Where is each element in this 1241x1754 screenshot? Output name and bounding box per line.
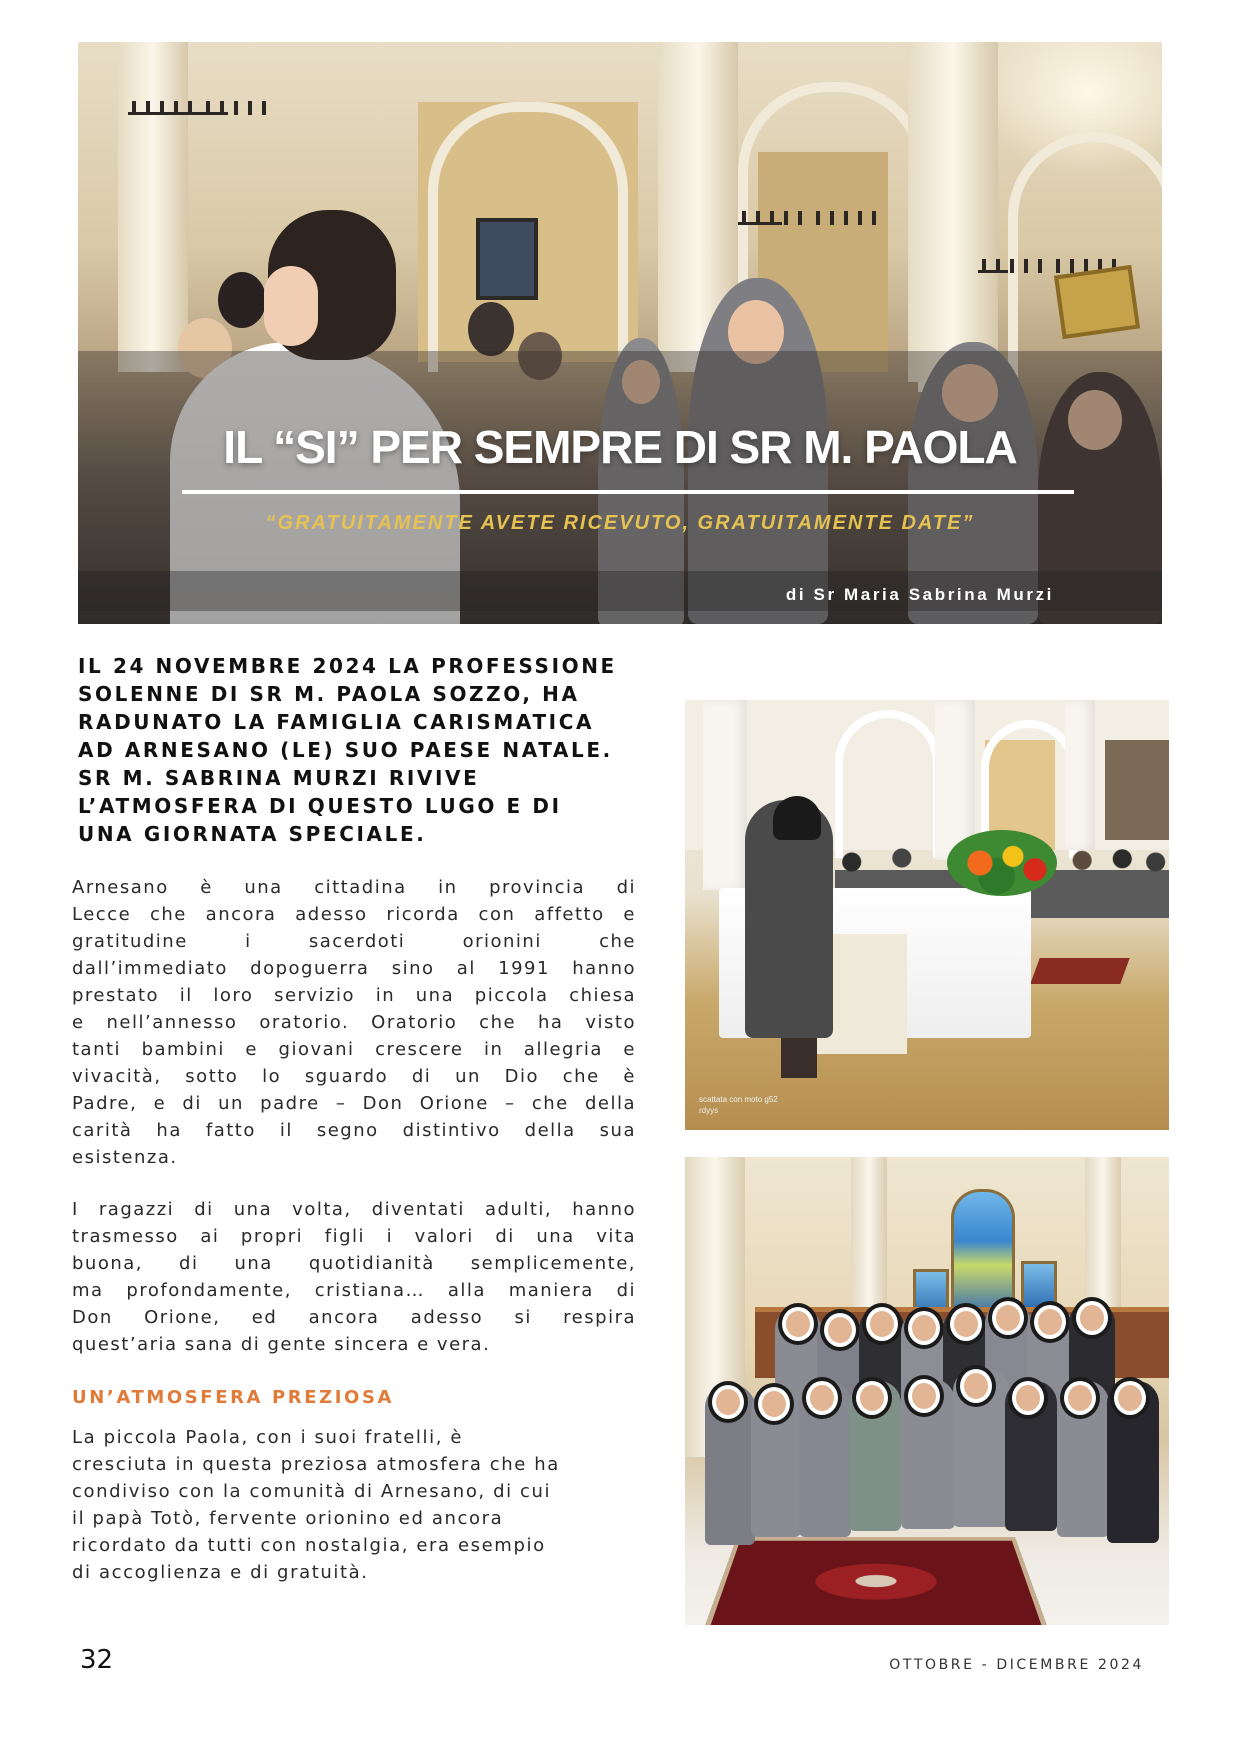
- paragraph-line: La piccola Paola, con i suoi fratelli, è: [72, 1427, 464, 1448]
- paragraph-line: carità ha fatto il segno distintivo della sua: [72, 1120, 636, 1141]
- sister-figure: [1005, 1381, 1057, 1531]
- photo-group-of-sisters: [685, 1157, 1169, 1625]
- paragraph-line: il papà Totò, fervente orionino ed ancora: [72, 1508, 504, 1529]
- sister-figure: [751, 1387, 801, 1537]
- paragraph-line: ricordato da tutti con nostalgia, era esempio: [72, 1535, 546, 1556]
- sisters-front-row: [705, 1385, 1155, 1555]
- church-pillar: [703, 700, 747, 890]
- church-pillar: [118, 42, 188, 372]
- crowd-person: [218, 272, 266, 328]
- photo-signing-at-altar: [685, 700, 1169, 1130]
- body-paragraph-2: [72, 1196, 636, 1358]
- watermark-line: scattata con moto g52: [699, 1095, 778, 1104]
- article-title: IL “SI” PER SEMPRE DI SR M. PAOLA: [223, 421, 1017, 473]
- page-number: 32: [80, 1645, 114, 1675]
- chandelier-icon: [738, 222, 782, 269]
- organ: [1105, 740, 1169, 840]
- sister-figure: [953, 1369, 1009, 1527]
- lead-line: SOLENNE DI SR M. PAOLA SOZZO, HA: [78, 682, 580, 706]
- red-carpet: [1030, 958, 1129, 984]
- sister-veil: [773, 796, 821, 840]
- paragraph-line: condiviso con la comunità di Arnesano, di cui: [72, 1481, 552, 1502]
- paragraph-line: Padre, e di un padre – Don Orione – che della: [72, 1093, 636, 1114]
- watermark-line: rdyys: [699, 1106, 719, 1115]
- sister-figure: [1057, 1381, 1109, 1537]
- paragraph-line: Arnesano è una cittadina in provincia di: [72, 877, 636, 898]
- paragraph-line: e nell’annesso oratorio. Oratorio che ha visto: [72, 1012, 636, 1033]
- section-heading: UN’ATMOSFERA PREZIOSA: [72, 1387, 395, 1408]
- paragraph-line: cresciuta in questa preziosa atmosfera che ha: [72, 1454, 560, 1475]
- paragraph-line: buona, di una quotidianità semplicemente,: [72, 1253, 636, 1274]
- title-divider: [182, 490, 1074, 494]
- sister-figure: [849, 1381, 901, 1531]
- paragraph-line: quest’aria sana di gente sincera e vera.: [72, 1334, 491, 1355]
- stained-glass-panel: [1021, 1261, 1057, 1311]
- church-pillar: [908, 42, 998, 382]
- lead-line: L’ATMOSFERA DI QUESTO LUGO E DI: [78, 794, 562, 818]
- chandelier-icon: [128, 112, 228, 159]
- lead-line: UNA GIORNATA SPECIALE.: [78, 822, 427, 846]
- gospel-book: [1054, 265, 1140, 339]
- paragraph-line: esistenza.: [72, 1147, 178, 1168]
- lead-line: SR M. SABRINA MURZI RIVIVE: [78, 766, 480, 790]
- issue-date: OTTOBRE - DICEMBRE 2024: [889, 1657, 1144, 1673]
- paragraph-line: ma profondamente, cristiana… alla maniera di: [72, 1280, 636, 1301]
- crowd-person: [468, 302, 514, 356]
- hero-photo: [78, 42, 1162, 624]
- paragraph-line: Don Orione, ed ancora adesso si respira: [72, 1307, 636, 1328]
- sister-figure: [799, 1381, 851, 1537]
- church-painting: [476, 218, 538, 300]
- sister-figure: [705, 1385, 755, 1545]
- lead-line: IL 24 NOVEMBRE 2024 LA PROFESSIONE: [78, 654, 617, 678]
- paragraph-line: prestato il loro servizio in una piccola chiesa: [72, 985, 636, 1006]
- paragraph-line: Lecce che ancora adesso ricorda con affetto e: [72, 904, 636, 925]
- article-lead: [78, 652, 638, 848]
- sister-figure: [1107, 1381, 1159, 1543]
- article-byline: di Sr Maria Sabrina Murzi: [785, 585, 1054, 604]
- body-paragraph-3: [72, 1424, 636, 1586]
- stained-glass-window: [951, 1189, 1015, 1317]
- chandelier-icon: [978, 270, 1008, 317]
- paragraph-line: I ragazzi di una volta, diventati adulti, hanno: [72, 1199, 636, 1220]
- paragraph-line: vivacità, sotto lo sguardo di un Dio che è: [72, 1066, 636, 1087]
- church-pillar: [1065, 700, 1095, 850]
- sister-legs: [781, 1038, 817, 1078]
- article-subtitle: “GRATUITAMENTE AVETE RICEVUTO, GRATUITAMENTE DATE”: [265, 512, 975, 534]
- sister-figure: [901, 1379, 955, 1529]
- paragraph-line: dall’immediato dopoguerra sino al 1991 hanno: [72, 958, 636, 979]
- paragraph-line: gratitudine i sacerdoti orionini che: [72, 931, 636, 952]
- church-arch: [835, 710, 941, 858]
- body-paragraph-1: [72, 874, 636, 1171]
- paragraph-line: di accoglienza e di gratuità.: [72, 1562, 369, 1583]
- girl-face: [264, 266, 318, 346]
- photo-watermark: [699, 1094, 778, 1116]
- lead-line: RADUNATO LA FAMIGLIA CARISMATICA: [78, 710, 595, 734]
- flower-arrangement: [947, 830, 1057, 896]
- paragraph-line: tanti bambini e giovani crescere in allegria e: [72, 1039, 636, 1060]
- paragraph-line: trasmesso ai propri figli i valori di una vita: [72, 1226, 636, 1247]
- lead-line: AD ARNESANO (LE) SUO PAESE NATALE.: [78, 738, 613, 762]
